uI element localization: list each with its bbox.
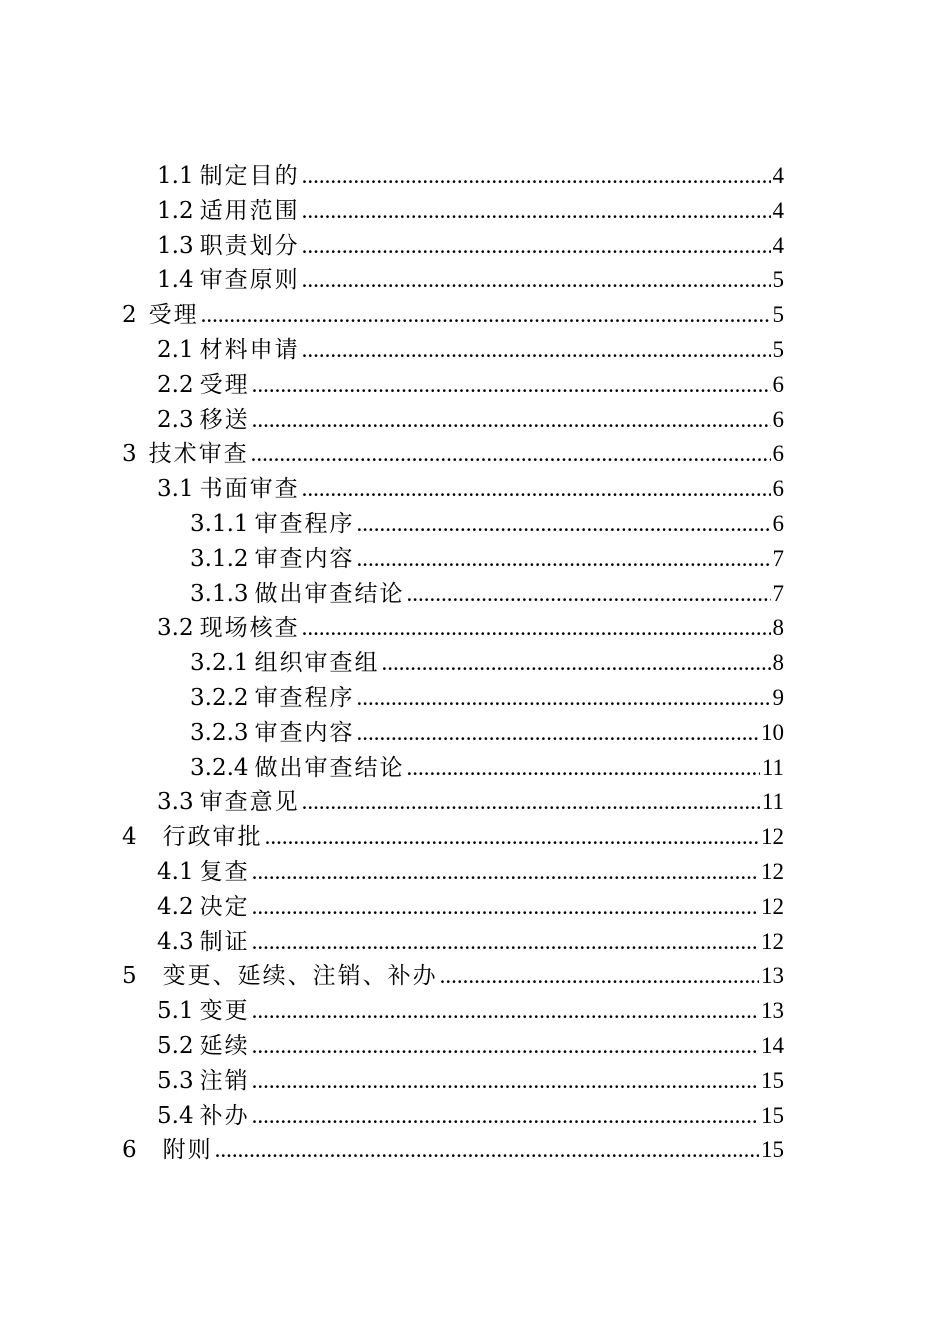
toc-entry-title: 受理 bbox=[199, 371, 250, 398]
toc-dot-leader bbox=[252, 1029, 759, 1064]
toc-entry-number: 5.1 bbox=[157, 998, 194, 1025]
toc-entry[interactable] bbox=[0, 229, 950, 264]
toc-entry[interactable] bbox=[0, 298, 950, 333]
toc-entry-title: 变更、延续、注销、补办 bbox=[162, 963, 438, 990]
toc-entry-page-number: 12 bbox=[761, 893, 784, 919]
toc-entry-page-number: 5 bbox=[772, 267, 784, 293]
toc-entry[interactable] bbox=[0, 159, 950, 194]
toc-entry-page-number: 11 bbox=[761, 789, 784, 815]
toc-entry-number: 4.2 bbox=[157, 893, 194, 920]
toc-entry-number: 6 bbox=[122, 1137, 137, 1164]
toc-entry-title: 复查 bbox=[199, 858, 250, 885]
toc-entry[interactable] bbox=[0, 368, 950, 403]
toc-entry[interactable] bbox=[0, 855, 950, 890]
toc-entry[interactable] bbox=[0, 263, 950, 298]
toc-entry-page-number: 6 bbox=[772, 476, 784, 502]
toc-entry-page-number: 12 bbox=[761, 928, 784, 954]
toc-entry-title: 适用范围 bbox=[199, 197, 300, 224]
toc-entry-page-number: 15 bbox=[761, 1102, 784, 1128]
toc-entry[interactable] bbox=[0, 577, 950, 612]
toc-dot-leader bbox=[252, 403, 771, 438]
toc-entry-title: 审查程序 bbox=[254, 510, 355, 537]
toc-dot-leader bbox=[302, 472, 771, 507]
toc-entry-number: 3.1.3 bbox=[190, 580, 249, 607]
toc-entry[interactable] bbox=[0, 333, 950, 368]
toc-entry-page-number: 9 bbox=[772, 684, 784, 710]
toc-entry-number: 1.2 bbox=[157, 197, 194, 224]
toc-entry[interactable] bbox=[0, 194, 950, 229]
toc-entry[interactable] bbox=[0, 1099, 950, 1134]
toc-entry-number: 1.3 bbox=[157, 232, 194, 259]
toc-dot-leader bbox=[201, 298, 771, 333]
toc-entry-page-number: 4 bbox=[772, 163, 784, 188]
toc-entry[interactable] bbox=[0, 507, 950, 542]
toc-dot-leader bbox=[252, 1064, 759, 1099]
toc-dot-leader bbox=[302, 333, 771, 368]
toc-entry-title: 做出审查结论 bbox=[254, 754, 405, 781]
toc-entry[interactable] bbox=[0, 785, 950, 820]
toc-entry-number: 2.3 bbox=[157, 406, 194, 433]
toc-entry-number: 3.1.2 bbox=[190, 545, 249, 572]
toc-entry[interactable] bbox=[0, 820, 950, 855]
toc-entry-title: 附则 bbox=[162, 1137, 213, 1164]
toc-dot-leader bbox=[357, 507, 771, 542]
toc-entry-page-number: 7 bbox=[772, 545, 784, 571]
toc-entry-page-number: 15 bbox=[761, 1067, 784, 1093]
toc-entry-page-number: 13 bbox=[761, 998, 784, 1024]
toc-dot-leader bbox=[302, 611, 771, 646]
toc-entry-page-number: 4 bbox=[772, 197, 784, 223]
toc-dot-leader bbox=[302, 159, 771, 194]
toc-entry[interactable] bbox=[0, 959, 950, 994]
toc-entry-number: 3 bbox=[122, 441, 137, 468]
toc-entry[interactable] bbox=[0, 681, 950, 716]
toc-dot-leader bbox=[252, 994, 759, 1029]
toc-entry-number: 3.3 bbox=[157, 789, 194, 816]
toc-entry[interactable] bbox=[0, 1029, 950, 1064]
toc-entry[interactable] bbox=[0, 925, 950, 960]
toc-entry-number: 4.1 bbox=[157, 858, 194, 885]
toc-entry-number: 5.4 bbox=[157, 1102, 194, 1129]
toc-entry-title: 审查内容 bbox=[254, 545, 355, 572]
toc-entry-title: 移送 bbox=[199, 406, 250, 433]
toc-entry-title: 决定 bbox=[199, 893, 250, 920]
toc-dot-leader bbox=[357, 542, 771, 577]
toc-entry[interactable] bbox=[0, 646, 950, 681]
toc-entry-page-number: 10 bbox=[761, 719, 784, 745]
toc-entry-page-number: 6 bbox=[772, 371, 784, 397]
toc-entry-page-number: 13 bbox=[761, 963, 784, 989]
toc-entry-number: 5.2 bbox=[157, 1032, 194, 1059]
toc-entry-title: 技术审查 bbox=[148, 441, 249, 468]
toc-entry-number: 3.1 bbox=[157, 476, 194, 503]
toc-entry-page-number: 5 bbox=[772, 302, 784, 328]
toc-entry-title: 制定目的 bbox=[199, 163, 300, 189]
toc-dot-leader bbox=[215, 1133, 759, 1168]
toc-dot-leader bbox=[302, 229, 771, 264]
toc-entry-number: 3.2.2 bbox=[190, 684, 249, 711]
toc-entry-number: 1.4 bbox=[157, 267, 194, 294]
toc-entry-title: 延续 bbox=[199, 1032, 250, 1059]
toc-entry[interactable] bbox=[0, 1133, 950, 1168]
toc-entry[interactable] bbox=[0, 890, 950, 925]
toc-entry-page-number: 4 bbox=[772, 232, 784, 258]
toc-entry-number: 2 bbox=[122, 302, 137, 329]
toc-entry-page-number: 6 bbox=[772, 406, 784, 432]
toc-entry[interactable] bbox=[0, 716, 950, 751]
toc-dot-leader bbox=[302, 263, 771, 298]
toc-dot-leader bbox=[440, 959, 759, 994]
toc-dot-leader bbox=[252, 368, 771, 403]
toc-dot-leader bbox=[302, 194, 771, 229]
toc-entry-title: 行政审批 bbox=[162, 824, 263, 851]
toc-entry[interactable] bbox=[0, 542, 950, 577]
toc-entry-page-number: 12 bbox=[761, 858, 784, 884]
toc-entry-number: 3.1.1 bbox=[190, 510, 249, 537]
toc-entry-title: 补办 bbox=[199, 1102, 250, 1129]
toc-dot-leader bbox=[252, 890, 759, 925]
toc-entry[interactable] bbox=[0, 403, 950, 438]
toc-entry-number: 5 bbox=[122, 963, 137, 990]
toc-entry[interactable] bbox=[0, 611, 950, 646]
toc-entry-title: 审查内容 bbox=[254, 719, 355, 746]
toc-entry-number: 3.2.3 bbox=[190, 719, 249, 746]
toc-entry[interactable] bbox=[0, 1064, 950, 1099]
toc-dot-leader bbox=[252, 855, 759, 890]
toc-dot-leader bbox=[252, 1099, 759, 1134]
toc-entry-page-number: 6 bbox=[772, 441, 784, 467]
toc-entry-number: 2.1 bbox=[157, 336, 194, 363]
toc-entry-title: 审查意见 bbox=[199, 789, 300, 816]
toc-dot-leader bbox=[302, 785, 760, 820]
toc-entry[interactable] bbox=[0, 994, 950, 1029]
toc-entry-title: 变更 bbox=[199, 998, 250, 1025]
table-of-contents bbox=[0, 159, 950, 1168]
toc-entry-title: 审查原则 bbox=[199, 267, 300, 294]
toc-entry[interactable] bbox=[0, 472, 950, 507]
toc-entry-title: 现场核查 bbox=[199, 615, 300, 642]
toc-entry-number: 4 bbox=[122, 824, 137, 851]
toc-entry-page-number: 15 bbox=[761, 1137, 784, 1163]
toc-entry-number: 2.2 bbox=[157, 371, 194, 398]
toc-dot-leader bbox=[357, 681, 771, 716]
toc-entry-title: 受理 bbox=[148, 302, 199, 329]
toc-dot-leader bbox=[407, 751, 760, 786]
toc-entry-page-number: 14 bbox=[761, 1032, 784, 1058]
toc-dot-leader bbox=[265, 820, 759, 855]
toc-entry-page-number: 7 bbox=[772, 580, 784, 606]
toc-entry-title: 注销 bbox=[199, 1067, 250, 1094]
toc-entry-number: 3.2.1 bbox=[190, 650, 249, 677]
toc-dot-leader bbox=[251, 437, 771, 472]
toc-entry-page-number: 6 bbox=[772, 510, 784, 536]
toc-entry-number: 3.2 bbox=[157, 615, 194, 642]
toc-entry-number: 1.1 bbox=[157, 163, 194, 189]
toc-entry-title: 组织审查组 bbox=[254, 650, 380, 677]
toc-entry-title: 材料申请 bbox=[199, 336, 300, 363]
toc-entry-number: 3.2.4 bbox=[190, 754, 249, 781]
toc-entry-number: 4.3 bbox=[157, 928, 194, 955]
toc-dot-leader bbox=[382, 646, 771, 681]
toc-entry[interactable] bbox=[0, 751, 950, 786]
toc-entry-title: 制证 bbox=[199, 928, 250, 955]
toc-entry-page-number: 8 bbox=[772, 615, 784, 641]
toc-entry-page-number: 11 bbox=[761, 754, 784, 780]
toc-entry-title: 书面审查 bbox=[199, 476, 300, 503]
toc-dot-leader bbox=[407, 577, 771, 612]
toc-entry-title: 做出审查结论 bbox=[254, 580, 405, 607]
toc-entry-page-number: 8 bbox=[772, 650, 784, 676]
toc-dot-leader bbox=[252, 925, 759, 960]
toc-entry-title: 职责划分 bbox=[199, 232, 300, 259]
toc-entry-number: 5.3 bbox=[157, 1067, 194, 1094]
toc-entry[interactable] bbox=[0, 437, 950, 472]
toc-entry-page-number: 12 bbox=[761, 824, 784, 850]
toc-entry-page-number: 5 bbox=[772, 336, 784, 362]
toc-dot-leader bbox=[357, 716, 759, 751]
toc-entry-title: 审查程序 bbox=[254, 684, 355, 711]
